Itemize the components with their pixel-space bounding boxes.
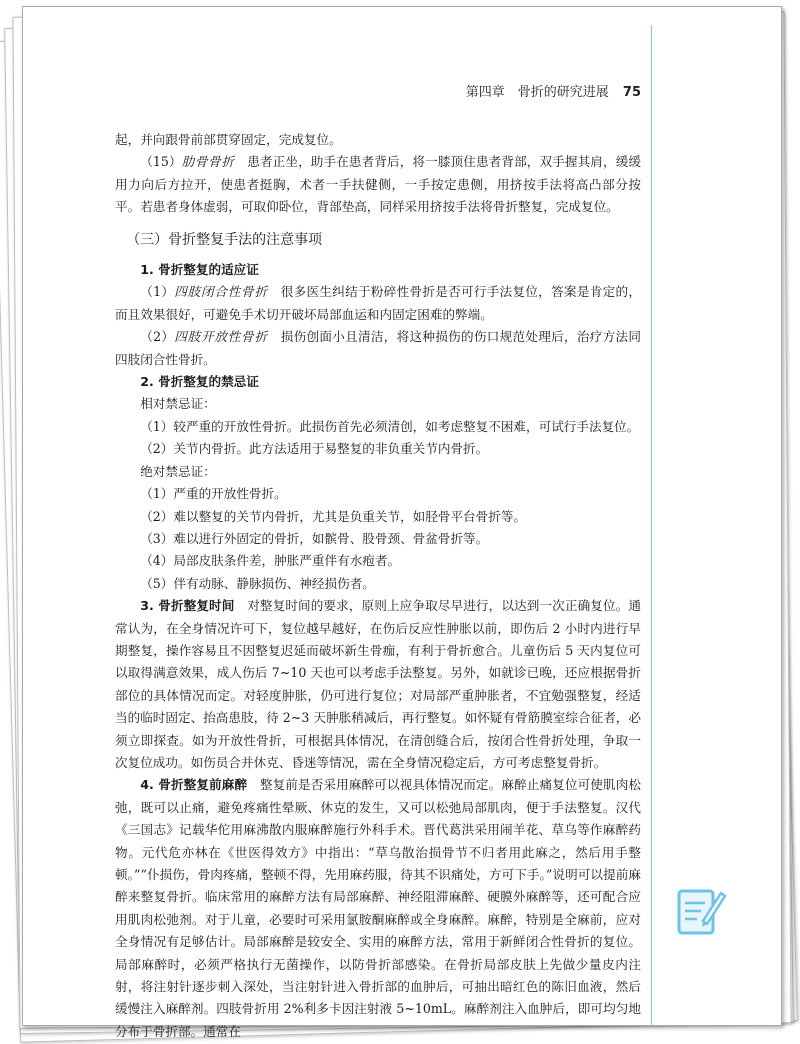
- item-number: （15）: [140, 154, 182, 170]
- list-label: 相对禁忌证：: [140, 396, 216, 412]
- margin-rule: [651, 25, 652, 1025]
- paragraph: [115, 774, 641, 1043]
- section-title: （三）骨折整复手法的注意事项: [126, 231, 323, 248]
- paragraph: 起，并向跟骨前部贯穿固定，完成复位。: [115, 132, 342, 147]
- list-item: （2）难以整复的关节内骨折，尤其是负重关节，如胫骨平台骨折等。: [140, 508, 527, 524]
- subsection-heading: 3. 骨折整复时间: [140, 598, 235, 614]
- subsection-heading: 1. 骨折整复的适应证: [140, 262, 259, 278]
- list-item: （1）四肢闭合性骨折 很多医生纠结于粉碎性骨折是否可行手法复位，答案是肯定的，而且效果很好，可避免手术切开破坏局部血运和内固定困难的弊端。: [115, 284, 642, 322]
- subsection-heading: 2. 骨折整复的禁忌证: [140, 374, 259, 390]
- term: 四肢闭合性骨折: [174, 284, 268, 300]
- paragraph-text: 整复前是否采用麻醉可以视具体情况而定。麻醉止痛复位可使肌肉松弛，既可以止痛，避免疼痛性晕厥、休克的发生，又可以松弛局部肌肉，便于手法整复。汉代《三国志》记载华佗用麻沸散内服麻醉施行外科手术。晋代葛洪采用闹羊花、草乌等作麻醉药物。元代危亦林在《世医得效方》中指出：“草乌散治损骨节不归者用此麻之，然后用手整顿。”“仆损伤，骨肉疼痛，整顿不得，先用麻药服，待其不识痛处，方可下手。”说明可以提前麻醉来整复骨折。临床常用的麻醉方法有局部麻醉、神经阻滞麻醉、硬膜外麻醉等，还可配合应用肌肉松弛剂。对于儿童，必要时可采用氯胺酮麻醉或全身麻醉。麻醉，特别是全麻前，应对全身情况有足够估计。局部麻醉是较安全、实用的麻醉方法，常用于新鲜闭合性骨折的复位。局部麻醉时，必须严格执行无菌操作，以防骨折部感染。在骨折局部皮肤上先做少量皮内注射，将注射针逐步刺入深处，当注射针进入骨折部的血肿后，可抽出暗红色的陈旧血液，然后缓慢注入麻醉剂。四肢骨折用 2%利多卡因注射液 5~10mL。麻醉剂注入血肿后，即可均匀地分布于骨折部。通常在: [115, 777, 641, 1039]
- book-page: [22, 6, 782, 1039]
- list-item: （4）局部皮肤条件差，肿胀严重伴有水疱者。: [140, 553, 401, 569]
- list-item: （2）四肢开放性骨折 损伤创面小且清洁，将这种损伤的伤口规范处理后，治疗方法同四肢闭合性骨折。: [115, 329, 642, 367]
- list-item: （3）难以进行外固定的骨折，如髌骨、股骨颈、骨盆骨折等。: [140, 530, 489, 546]
- list-item: （1）严重的开放性骨折。: [140, 486, 287, 502]
- list-item: （2）关节内骨折。此方法适用于易整复的非负重关节内骨折。: [140, 441, 489, 457]
- running-header: [23, 81, 641, 100]
- term: 四肢开放性骨折: [174, 329, 268, 345]
- note-pencil-icon: [675, 881, 727, 937]
- list-item: （1）较严重的开放性骨折。此损伤首先必须清创，如考虑整复不困难，可试行手法复位。: [140, 418, 640, 434]
- chapter-title: 第四章 骨折的研究进展: [465, 85, 609, 100]
- page-body: [115, 129, 641, 1043]
- paragraph-text: 对整复时间的要求，原则上应争取尽早进行，以达到一次正确复位。通常认为，在全身情况许可下，复位越早越好，在伤后反应性肿胀以前，即伤后 2 小时内进行早期整复，操作容易且不因整复迟延而破坏新生骨痂，有利于骨折愈合。儿童伤后 5 天内复位可以取得满意效果，成人伤后 7~10 天也可以考虑手法整复。另外，如就诊已晚，还应根据骨折部位的具体情况而定。对轻度肿胀，仍可进行复位；对局部严重肿胀者，不宜勉强整复，经适当的临时固定、抬高患肢，待 2~3 天肿胀稍减后，再行整复。如怀疑有骨筋膜室综合征者，必须立即探查。如为开放性骨折，可根据具体情况，在清创缝合后，按闭合性骨折处理，争取一次复位成功。如伤员合并休克、昏迷等情况，需在全身情况稳定后，方可考虑整复骨折。: [115, 598, 642, 770]
- paragraph: [115, 151, 641, 218]
- paragraph: [115, 595, 641, 774]
- list-item: （5）伴有动脉、静脉损伤、神经损伤者。: [140, 575, 375, 591]
- page-number: 75: [622, 85, 641, 100]
- paragraph-text: 患者正坐，助手在患者背后，将一膝顶住患者背部，双手握其肩，缓缓用力向后方拉开，使患者挺胸，术者一手扶健侧，一手按定患侧，用挤按手法将高凸部分按平。若患者身体虚弱，可取仰卧位，背部垫高，同样采用挤按手法将骨折整复，完成复位。: [115, 154, 642, 215]
- subsection-heading: 4. 骨折整复前麻醉: [140, 777, 248, 793]
- term: 肋骨骨折: [181, 154, 235, 170]
- list-label: 绝对禁忌证：: [140, 463, 216, 479]
